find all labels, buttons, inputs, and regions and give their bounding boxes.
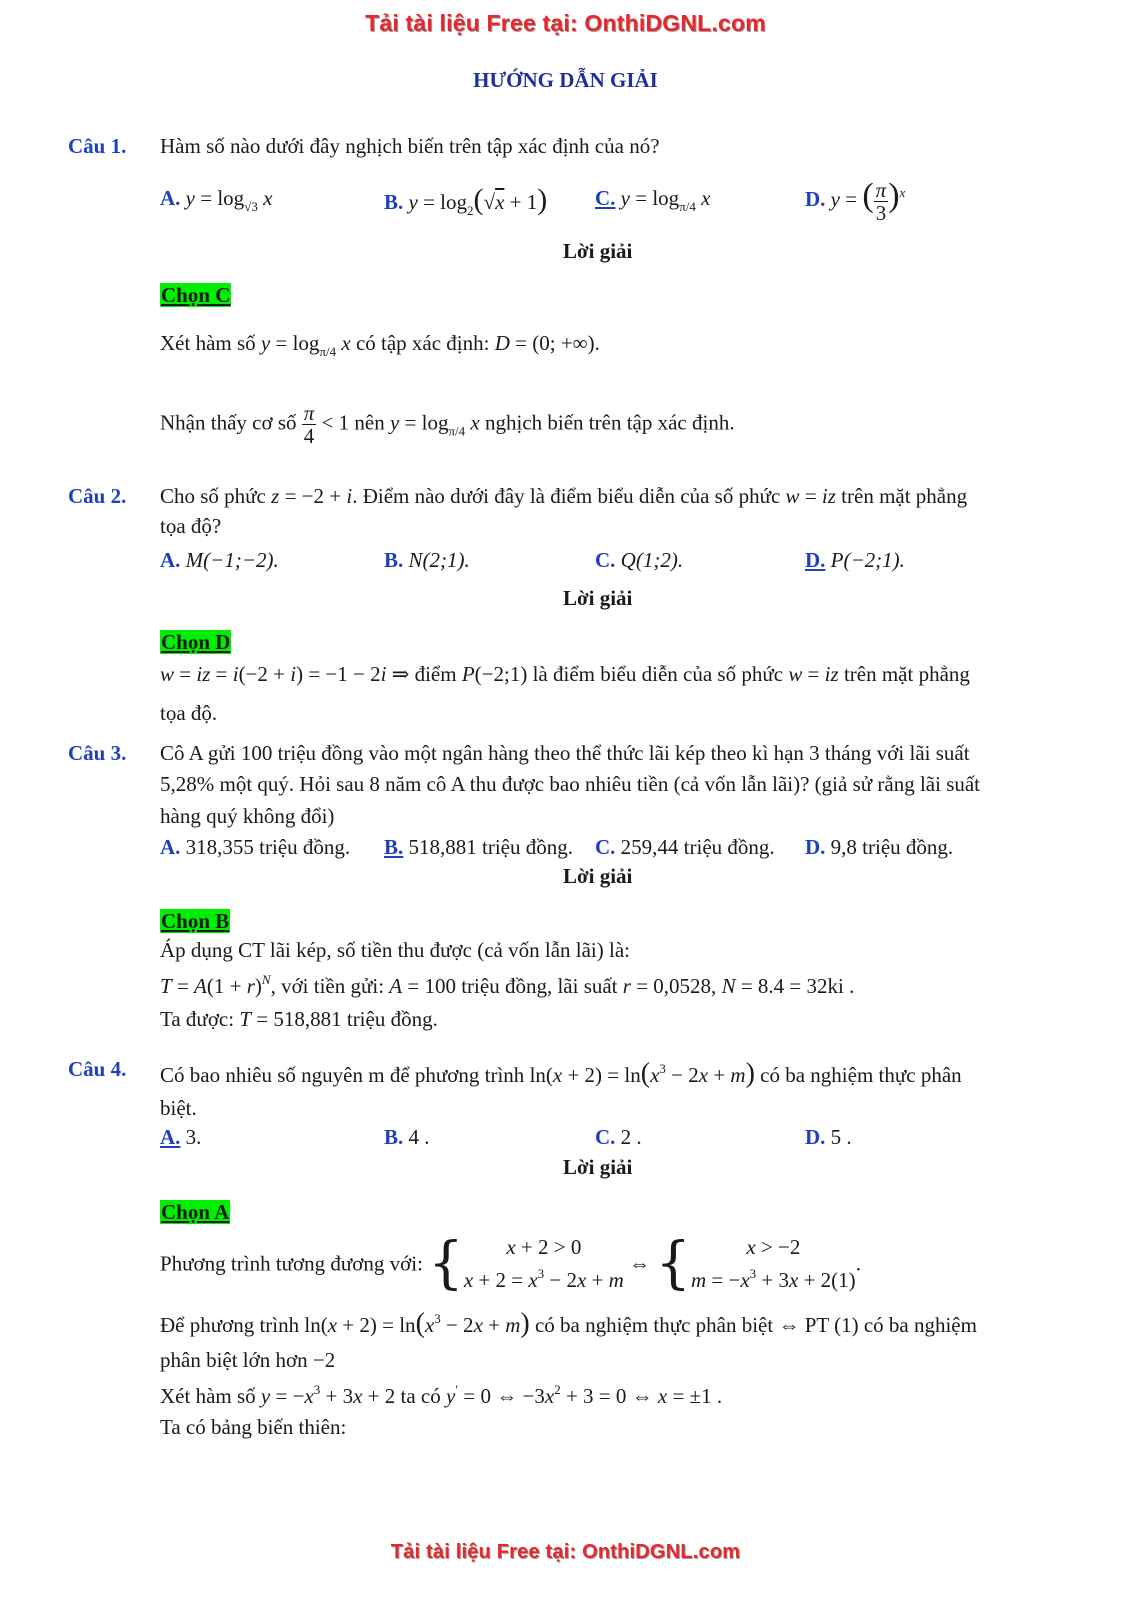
question-3-line-1: Cô A gửi 100 triệu đồng vào một ngân hàng theo thể thức lãi kép theo kì hạn 3 tháng với lãi suất xyxy=(160,741,970,765)
header-banner[interactable]: Tải tài liệu Free tại: OnthiDGNL.com xyxy=(365,10,766,36)
question-1-label: Câu 1. xyxy=(68,134,127,158)
question-2-label: Câu 2. xyxy=(68,484,127,508)
q4-option-a: A. 3. xyxy=(160,1125,202,1149)
q2-solution-heading: Lời giải xyxy=(563,586,633,610)
q2-option-c: C. Q(1;2). xyxy=(595,548,684,572)
q4-equation-system: Phương trình tương đương với: { x + 2 > 0 $x + 2 = x^3 - 2x + m$ ⇔ { x > −2 $m = -x^3 + 3x + 2(1)$ . xyxy=(160,1231,861,1296)
question-4-text-cont: biệt. xyxy=(160,1096,197,1120)
q1-option-b: B. $y = \log_2(√x + 1)$ xyxy=(384,183,548,218)
question-4-label: Câu 4. xyxy=(68,1057,127,1081)
question-2-text-cont: tọa độ? xyxy=(160,514,222,538)
page-title: HƯỚNG DẪN GIẢI xyxy=(473,68,658,92)
q3-solution-line-2: $T = A(1 + r)^N$, với tiền gửi: A = 100 triệu đồng, lãi suất r = 0,0528, N = 8.4 = 32ki . xyxy=(160,972,855,998)
q4-solution-line-3: phân biệt lớn hơn −2 xyxy=(160,1348,336,1372)
q1-solution-line-1: Xét hàm số $y = \log_{\pi/4} x$ có tập xác định: D = (0; +∞). xyxy=(160,331,600,359)
question-1-text: Hàm số nào dưới đây nghịch biến trên tập xác định của nó? xyxy=(160,134,660,158)
q3-option-a: A. 318,355 triệu đồng. xyxy=(160,835,351,859)
question-2-text: Cho số phức z = −2 + i. Điểm nào dưới đây là điểm biểu diễn của số phức w = iz trên mặt phẳng xyxy=(160,484,968,508)
q1-option-a: A. $y = \log_{√3} x$ xyxy=(160,186,273,214)
q1-answer-badge: Chọn C xyxy=(161,283,231,307)
footer-banner[interactable]: Tải tài liệu Free tại: OnthiDGNL.com xyxy=(390,1541,741,1563)
q4-solution-heading: Lời giải xyxy=(563,1155,633,1179)
q3-solution-heading: Lời giải xyxy=(563,864,633,888)
q1-solution-line-2: Nhận thấy cơ số $\frac{\pi}{4}$ < 1 nên $y = \log_{\pi/4} x$ nghịch biến trên tập xác định. xyxy=(160,401,735,449)
q3-option-b: B. 518,881 triệu đồng. xyxy=(384,835,573,859)
q4-option-b: B. 4 . xyxy=(384,1125,430,1149)
q3-solution-line-3: Ta được: T = 518,881 triệu đồng. xyxy=(160,1007,438,1031)
q4-solution-line-5: Ta có bảng biến thiên: xyxy=(160,1415,347,1439)
question-4-text: Có bao nhiêu số nguyên m để phương trình $\ln(x + 2) = \ln(x^3 - 2x + m)$ có ba nghiệm thực phân xyxy=(160,1058,962,1089)
q3-answer-badge: Chọn B xyxy=(161,909,230,933)
q4-option-c: C. 2 . xyxy=(595,1125,642,1149)
question-3-line-2: 5,28% một quý. Hỏi sau 8 năm cô A thu được bao nhiêu tiền (cả vốn lẫn lãi)? (giả sử rằng lãi suất xyxy=(160,772,981,796)
q1-solution-heading: Lời giải xyxy=(563,239,633,263)
q2-option-a: A. M(−1;−2). xyxy=(160,548,279,572)
q4-solution-line-4: Xét hàm số $y = -x^3 + 3x + 2$ ta có y′ = 0 ⇔ $-3x^2 + 3 = 0$ ⇔ x = ±1 . xyxy=(160,1382,723,1408)
q2-solution-line-1: w = iz = i(−2 + i) = −1 − 2i ⇒ điểm P(−2;1) là điểm biểu diễn của số phức w = iz trên mặt phẳng xyxy=(160,662,970,686)
q1-option-d: D. y = ( $\frac{\pi}{3}$ )$^x$ xyxy=(805,177,906,225)
q4-option-d: D. 5 . xyxy=(805,1125,852,1149)
q1-option-c: C. $y = \log_{\pi/4} x$ xyxy=(595,186,711,214)
question-3-label: Câu 3. xyxy=(68,741,127,765)
q3-option-c: C. 259,44 triệu đồng. xyxy=(595,835,775,859)
q2-answer-badge: Chọn D xyxy=(161,630,231,654)
q2-option-b: B. N(2;1). xyxy=(384,548,470,572)
question-3-line-3: hàng quý không đổi) xyxy=(160,804,335,828)
q3-option-d: D. 9,8 triệu đồng. xyxy=(805,835,954,859)
q3-solution-line-1: Áp dụng CT lãi kép, số tiền thu được (cả vốn lẫn lãi) là: xyxy=(160,938,630,962)
q2-solution-line-2: tọa độ. xyxy=(160,701,218,725)
q2-option-d: D. P(−2;1). xyxy=(805,548,905,572)
q4-answer-badge: Chọn A xyxy=(161,1200,230,1224)
q4-solution-line-2: Để phương trình $\ln(x + 2) = \ln(x^3 - 2x + m)$ có ba nghiệm thực phân biệt ⇔ PT (1) có ba nghiệm xyxy=(160,1308,977,1339)
